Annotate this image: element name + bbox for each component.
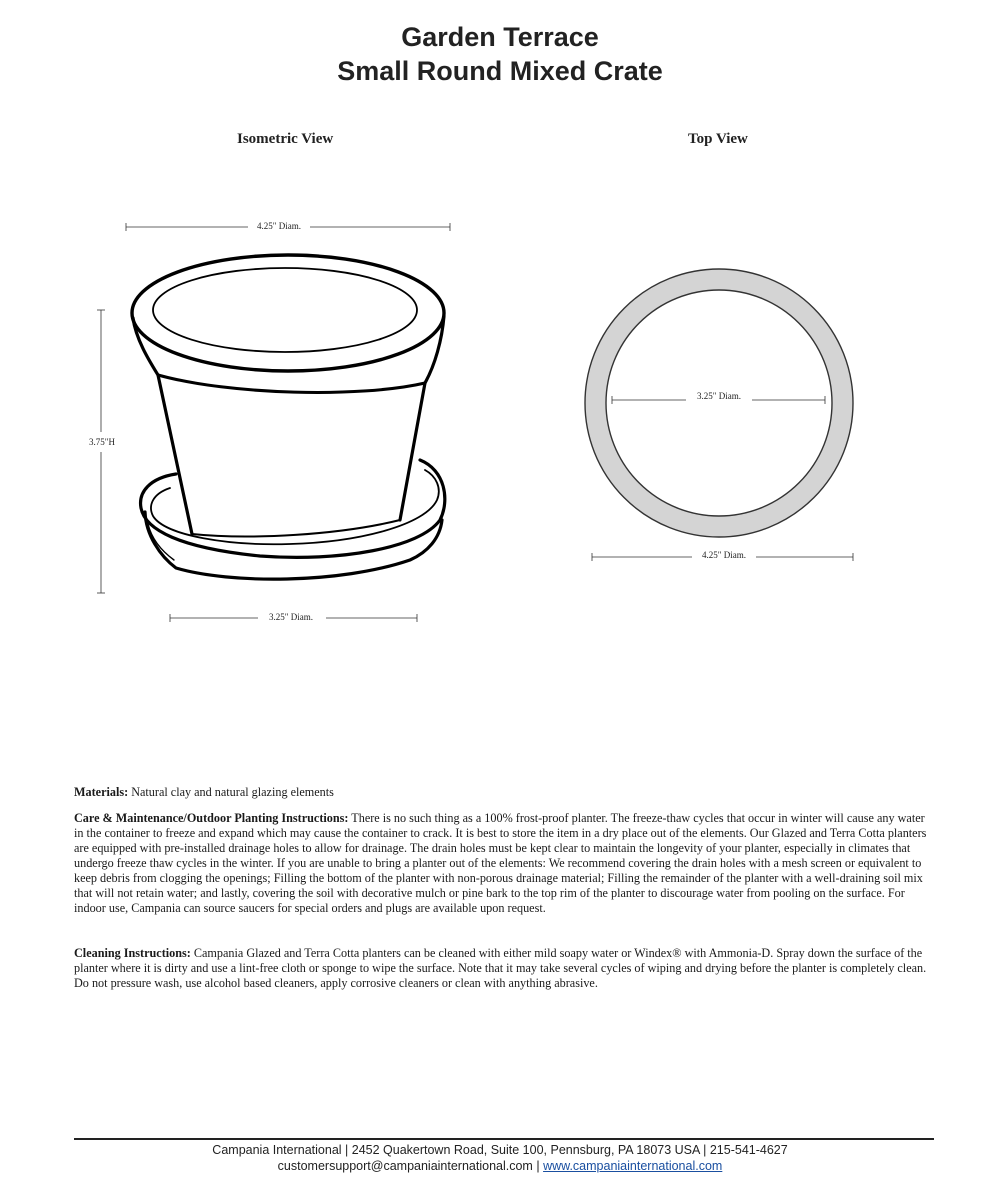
top-view-outer-dim-label: 4.25" Diam. [702,550,746,561]
title-line-1: Garden Terrace [401,22,599,52]
top-view-drawing [585,269,853,561]
inner-circle [606,290,832,516]
footer-email: customersupport@campaniainternational.com [277,1159,533,1173]
care-label: Care & Maintenance/Outdoor Planting Instructions: [74,811,349,825]
isometric-top-dimension [126,221,450,231]
isometric-top-dim-label: 4.25" Diam. [257,221,301,232]
isometric-bottom-dimension [170,612,417,622]
isometric-height-dimension [89,310,115,593]
isometric-drawing [89,221,450,622]
top-view-inner-dim-label: 3.25" Diam. [697,391,741,402]
title-line-2: Small Round Mixed Crate [337,56,663,86]
footer-contact [0,1159,1000,1173]
footer-separator: | [532,1159,544,1173]
cleaning-text: Campania Glazed and Terra Cotta planters can be cleaned with either mild soapy water or Windex® with Ammonia-D. Spray down the surface of the planter where it is dirty and use a lint-free cloth or sponge to wipe the surface. Note that it may take several cycles of wiping and drying before the planter is completely clean. Do not pressure wash, use alcohol based cleaners, apply corrosive cleaners or clean with anything abrasive. [74,946,927,990]
footer-address: Campania International | 2452 Quakertown Road, Suite 100, Pennsburg, PA 18073 USA | 215-541-4627 [212,1143,788,1157]
materials-paragraph [74,785,936,800]
pot-body-shape [132,255,444,536]
footer-website-link[interactable]: www.campaniainternational.com [543,1159,723,1173]
materials-label: Materials: [74,785,129,799]
care-paragraph [74,811,936,916]
isometric-height-dim-label: 3.75"H [89,437,115,448]
footer-divider [74,1138,934,1140]
cleaning-label: Cleaning Instructions: [74,946,191,960]
isometric-bottom-dim-label: 3.25" Diam. [269,612,313,623]
materials-text: Natural clay and natural glazing elements [128,785,334,799]
care-text: There is no such thing as a 100% frost-proof planter. The freeze-thaw cycles that occur in winter will cause any water in the container to freeze and expand which may cause the container to crack. It is best to store the item in a dry place out of the elements. Our Glazed and Terra Cotta planters are equipped with pre-installed drainage holes to allow for drainage. The drain holes must be kept clear to maintain the longevity of your planter, especially in climates that undergo freeze thaw cycles in the winter. If you are unable to bring a planter out of the elements: We recommend covering the drain holes with a mesh screen or equivalent to keep debris from clogging the openings; Filling the bottom of the planter with non-porous drainage material; Filling the remainder of the planter with a well-draining soil mix that will not retain water; and lastly, covering the soil with decorative mulch or pine bark to the top rim of the planter to discourage water from pooling on the surface. For indoor use, Campania can source saucers for special orders and plugs are available upon request. [74,811,927,915]
cleaning-paragraph [74,946,936,991]
top-view-label: Top View [688,131,748,147]
isometric-view-label: Isometric View [237,131,334,147]
top-view-outer-dimension [592,550,853,561]
